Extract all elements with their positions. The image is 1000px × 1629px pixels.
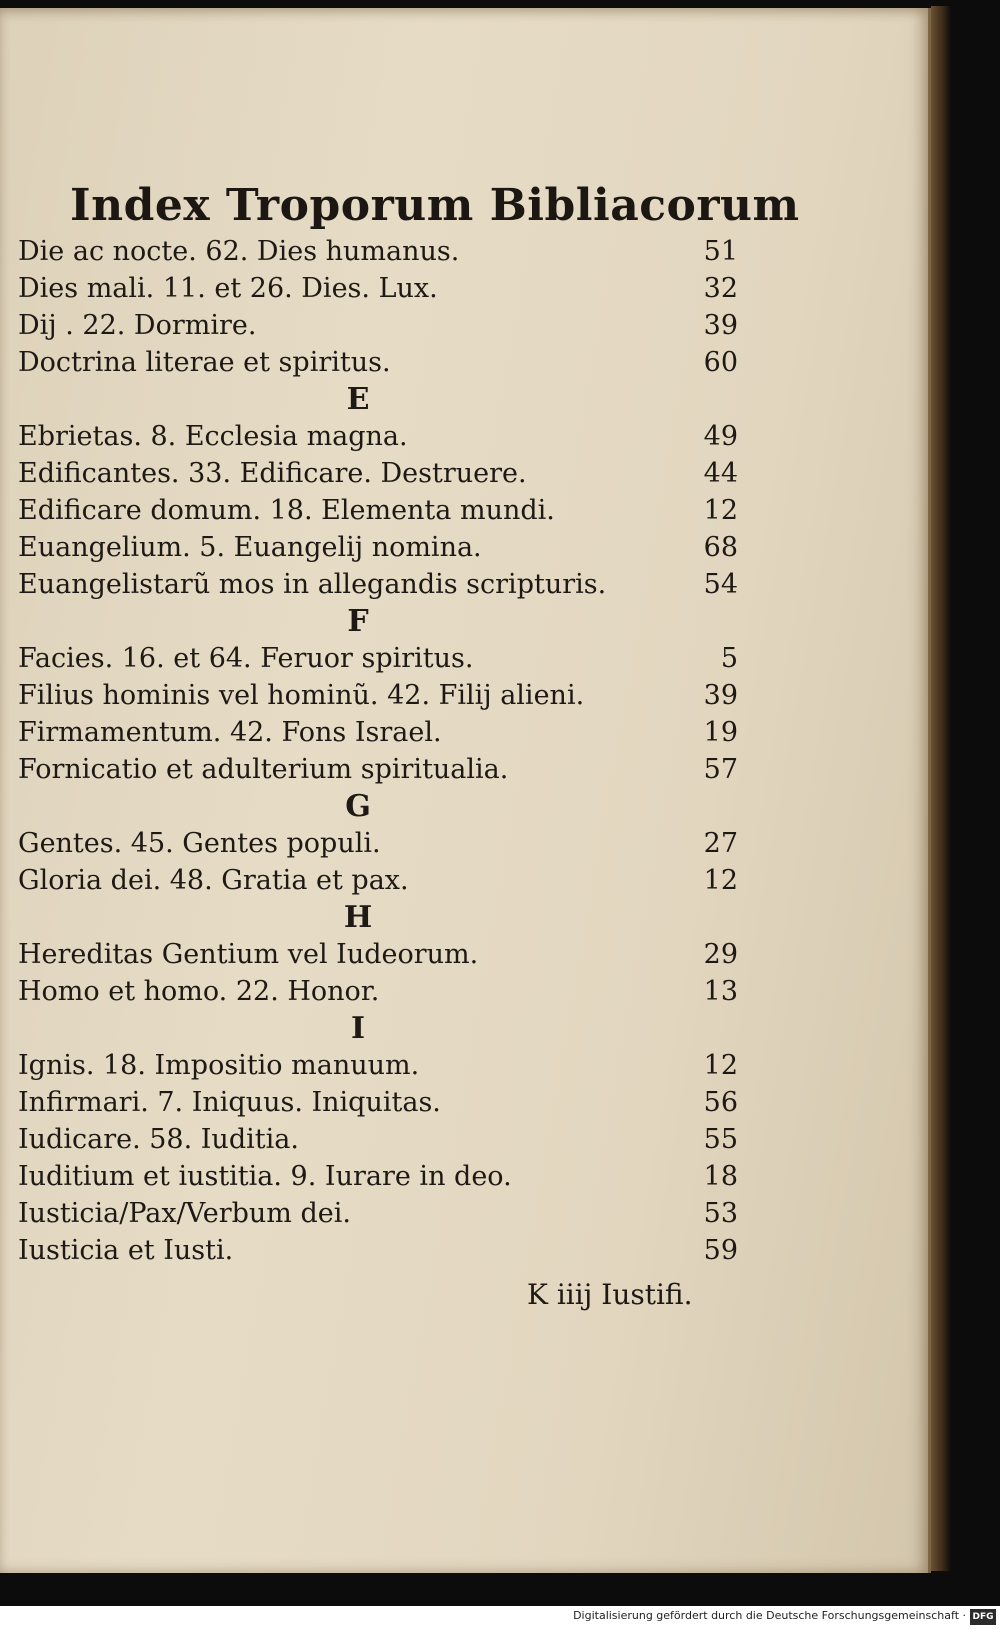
index-entries [18,233,738,1269]
page-header: Index Troporum Bibliacorum [70,180,800,231]
entry-text: Gentes. 45. Gentes populi. [18,828,381,859]
entry-page-number: 5 [720,643,738,674]
entry-text: Iusticia et Iusti. [18,1235,234,1266]
index-entry [18,1047,738,1084]
index-entry [18,270,738,307]
entry-text: Euangelium. 5. Euangelij nomina. [18,532,482,563]
index-entry [18,936,738,973]
entry-text: Iudicare. 58. Iuditia. [18,1124,299,1155]
index-entry [18,233,738,270]
section-letter: H [343,900,373,935]
entry-page-number: 57 [703,754,738,785]
entry-text: Facies. 16. et 64. Feruor spiritus. [18,643,474,674]
entry-text: Iuditium et iustitia. 9. Iurare in deo. [18,1161,512,1192]
index-entry [18,1084,738,1121]
entry-text: Die ac nocte. 62. Dies humanus. [18,236,460,267]
entry-page-number: 19 [703,717,738,748]
index-entry [18,751,738,788]
entry-page-number: 12 [703,1050,738,1081]
index-entry [18,714,738,751]
section-letter: E [346,382,370,417]
entry-text: Iusticia/Pax/Verbum dei. [18,1198,351,1229]
entry-text: Infirmari. 7. Iniquus. Iniquitas. [18,1087,441,1118]
entry-text: Hereditas Gentium vel Iudeorum. [18,939,479,970]
index-entry [18,529,738,566]
index-entry [18,1121,738,1158]
index-entry [18,640,738,677]
book-page [0,8,931,1573]
entry-page-number: 39 [703,680,738,711]
entry-page-number: 68 [703,532,738,563]
catchword: K iiij Iustifi. [527,1278,693,1311]
entry-text: Dies mali. 11. et 26. Dies. Lux. [18,273,438,304]
index-entry [18,825,738,862]
entry-page-number: 12 [703,865,738,896]
entry-page-number: 59 [703,1235,738,1266]
entry-text: Fornicatio et adulterium spiritualia. [18,754,509,785]
entry-text: Edificare domum. 18. Elementa mundi. [18,495,555,526]
entry-text: Firmamentum. 42. Fons Israel. [18,717,442,748]
index-entry [18,307,738,344]
entry-text: Ebrietas. 8. Ecclesia magna. [18,421,408,452]
index-entry [18,344,738,381]
index-entry [18,455,738,492]
index-entry [18,492,738,529]
entry-page-number: 56 [703,1087,738,1118]
entry-page-number: 29 [703,939,738,970]
index-entry [18,566,738,603]
entry-text: Doctrina literae et spiritus. [18,347,391,378]
entry-page-number: 12 [703,495,738,526]
entry-text: Dij . 22. Dormire. [18,310,257,341]
index-entry [18,1195,738,1232]
entry-page-number: 39 [703,310,738,341]
entry-page-number: 49 [703,421,738,452]
entry-page-number: 44 [703,458,738,489]
entry-text: Euangelistarũ mos in allegandis scripturis. [18,569,607,600]
entry-page-number: 54 [703,569,738,600]
entry-text: Homo et homo. 22. Honor. [18,976,380,1007]
footer-bar [0,1606,1000,1629]
entry-page-number: 13 [703,976,738,1007]
section-letter: G [345,789,371,824]
section-letter: I [350,1011,366,1046]
index-entry [18,1158,738,1195]
index-entry [18,973,738,1010]
index-entry [18,1232,738,1269]
index-entry [18,677,738,714]
entry-page-number: 53 [703,1198,738,1229]
entry-text: Filius hominis vel hominũ. 42. Filij alieni. [18,680,585,711]
entry-page-number: 32 [703,273,738,304]
entry-text: Gloria dei. 48. Gratia et pax. [18,865,409,896]
index-entry [18,862,738,899]
section-letter: F [347,604,369,639]
index-entry [18,418,738,455]
footer-credit: Digitalisierung gefördert durch die Deutsche Forschungsgemeinschaft · [573,1609,966,1622]
page-edge [931,6,951,1571]
entry-page-number: 55 [703,1124,738,1155]
entry-page-number: 18 [703,1161,738,1192]
entry-page-number: 60 [703,347,738,378]
entry-text: Ignis. 18. Impositio manuum. [18,1050,420,1081]
entry-page-number: 51 [703,236,738,267]
entry-text: Edificantes. 33. Edificare. Destruere. [18,458,527,489]
entry-page-number: 27 [703,828,738,859]
dfg-logo-icon: DFG [970,1609,996,1625]
